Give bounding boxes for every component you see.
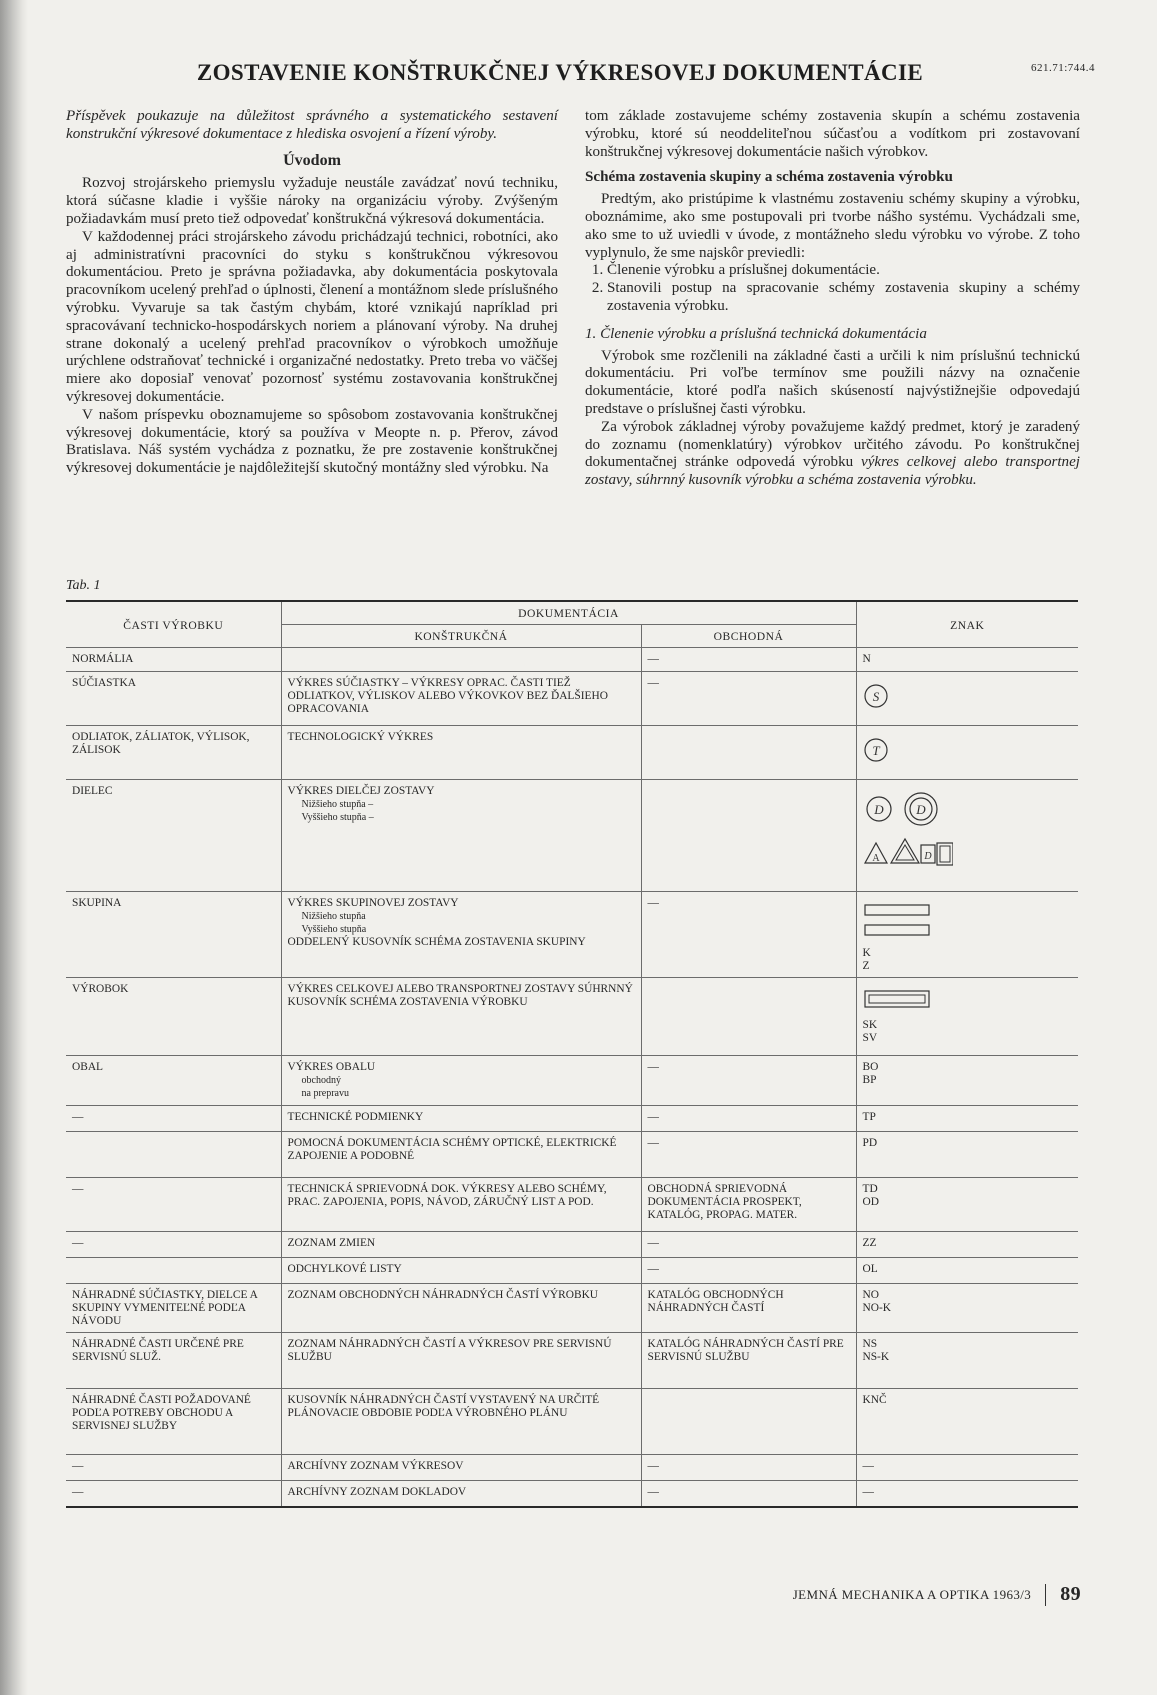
product-bar-symbol-icon xyxy=(863,989,1073,1015)
cell-mark xyxy=(856,978,1078,1056)
svg-text:A: A xyxy=(871,853,880,864)
cell-commercial: — xyxy=(641,648,856,672)
cell-mark xyxy=(856,1132,1078,1178)
cell-part: NÁHRADNÉ ČASTI POŽADOVANÉ PODĽA POTREBY OBCHODU A SERVISNEJ SLUŽBY xyxy=(66,1389,281,1455)
mark-text: — xyxy=(862,1486,874,1498)
cell-part: NÁHRADNÉ ČASTI URČENÉ PRE SERVISNÚ SLUŽ. xyxy=(66,1333,281,1389)
cell-design xyxy=(281,1132,641,1178)
cell-mark xyxy=(856,780,1078,892)
cell-commercial: — xyxy=(641,1106,856,1132)
subsection-heading: 1. Členenie výrobku a príslušná technická dokumentácia xyxy=(585,325,927,342)
cell-commercial: — xyxy=(641,1455,856,1481)
cell-design xyxy=(281,892,641,978)
cell-design xyxy=(281,726,641,780)
section-heading-schema: Schéma zostavenia skupiny a schéma zostavenia výrobku xyxy=(585,169,953,186)
design-text: TECHNICKÁ SPRIEVODNÁ DOK. VÝKRESY ALEBO SCHÉMY, PRAC. ZAPOJENIA, POPIS, NÁVOD, ZÁRUČNÝ LIST A POD. xyxy=(287,1183,607,1208)
header-parts: ČASTI VÝROBKU xyxy=(66,601,281,648)
table-row xyxy=(66,726,1078,780)
svg-text:D: D xyxy=(923,851,932,862)
group-bar-symbol-icon xyxy=(863,903,1073,943)
cell-commercial: — xyxy=(641,1258,856,1284)
cell-commercial xyxy=(641,726,856,780)
header-commercial: OBCHODNÁ xyxy=(641,625,856,648)
cell-mark xyxy=(856,1455,1078,1481)
header-design: KONŠTRUKČNÁ xyxy=(281,625,641,648)
cell-part: VÝROBOK xyxy=(66,978,281,1056)
cell-mark xyxy=(856,1258,1078,1284)
cell-commercial: — xyxy=(641,1132,856,1178)
design-extra: ODDELENÝ KUSOVNÍK SCHÉMA ZOSTAVENIA SKUPINY xyxy=(287,936,586,948)
numbered-list xyxy=(585,262,1080,315)
article-title: ZOSTAVENIE KONŠTRUKČNEJ VÝKRESOVEJ DOKUMENTÁCIE xyxy=(196,60,924,85)
cell-design xyxy=(281,672,641,726)
cell-design xyxy=(281,1333,641,1389)
cell-mark xyxy=(856,726,1078,780)
cell-part: — xyxy=(66,1178,281,1232)
cell-mark xyxy=(856,892,1078,978)
svg-text:D: D xyxy=(915,802,926,817)
paragraph xyxy=(585,419,1080,490)
design-subitem: Vyššieho stupňa xyxy=(301,924,367,935)
cell-design xyxy=(281,648,641,672)
paragraph: Predtým, ako pristúpime k vlastnému zostaveniu schémy skupiny a výrobku, oboznámime, ako sme postupovali pri tvorbe nášho systému. Vychádzali sme, ako sme to už uviedli v úvode, z montážneho sledu výrobku vo výrobe. Z toho vyplynulo, že sme najskôr previedli: xyxy=(585,191,1080,261)
cell-mark xyxy=(856,1389,1078,1455)
table-row xyxy=(66,1455,1078,1481)
list-item: 1. Členenie výrobku a príslušnej dokumentácie. xyxy=(607,262,1080,280)
table-row xyxy=(66,648,1078,672)
header-documentation: DOKUMENTÁCIA xyxy=(281,601,856,625)
cell-mark xyxy=(856,1178,1078,1232)
mark-text: TP xyxy=(862,1111,876,1123)
paragraph: tom základe zostavujeme schémy zostavenia skupín a schému zostavenia výrobku, ktoré sú neoddeliteľnou súčasťou a vodítkom pri zostavovaní konštrukčnej výkresovej dokumentácie našich výrobkov. xyxy=(585,108,1080,160)
table-row xyxy=(66,1178,1078,1232)
mark-text: KNČ xyxy=(862,1394,887,1406)
cell-commercial: — xyxy=(641,672,856,726)
table-row xyxy=(66,1481,1078,1507)
table-body xyxy=(66,648,1078,1507)
cell-part: SKUPINA xyxy=(66,892,281,978)
cell-mark xyxy=(856,672,1078,726)
cell-part xyxy=(66,1132,281,1178)
table-row xyxy=(66,892,1078,978)
paragraph: Výrobok sme rozčlenili na základné časti a určili k nim príslušnú technickú dokumentáciu. Pri voľbe termínov sme použili názvy na označenie dokumentácie, ktoré podľa našich skúseností najvýstižnejšie odpovedajú predstave o príslušnej časti výrobku. xyxy=(585,347,1080,417)
cell-mark xyxy=(856,648,1078,672)
journal-name: JEMNÁ MECHANIKA A OPTIKA 1963/3 xyxy=(792,1586,1032,1602)
cell-part xyxy=(66,1258,281,1284)
table-label: Tab. 1 xyxy=(66,578,101,593)
page-number: 89 xyxy=(1060,1583,1081,1605)
cell-part: — xyxy=(66,1481,281,1507)
table-row xyxy=(66,1389,1078,1455)
abstract: Příspěvek poukazuje na důležitost správného a systematického sestavení konstrukční výkresové dokumentace z hlediska osvojení a řízení výroby. xyxy=(66,108,558,142)
cell-design xyxy=(281,1284,641,1333)
paragraph: V našom príspevku oboznamujeme so spôsobom zostavovania konštrukčnej výkresovej dokumentácie, ktorý sa používa v Meopte n. p. Přerov, závod Bratislava. Náš systém vychádza z poznatku, že pre zostavenie konštrukčnej výkresovej dokumentácie je najdôležitejší skutočný montážny sled výrobku. Na xyxy=(66,406,558,477)
cell-design xyxy=(281,1389,641,1455)
cell-design xyxy=(281,1178,641,1232)
table-row xyxy=(66,672,1078,726)
cell-design xyxy=(281,1106,641,1132)
cell-part: DIELEC xyxy=(66,780,281,892)
mark-text: PD xyxy=(862,1137,878,1149)
cell-part: NÁHRADNÉ SÚČIASTKY, DIELCE A SKUPINY VYMENITEĽNÉ PODĽA NÁVODU xyxy=(66,1284,281,1333)
circle-s-symbol-icon xyxy=(863,683,1073,713)
book-spine-shadow xyxy=(0,0,28,1695)
mark-text: ZZ xyxy=(862,1237,877,1249)
design-text: ODCHYLKOVÉ LISTY xyxy=(287,1263,402,1275)
cell-mark xyxy=(856,1106,1078,1132)
table-row xyxy=(66,1056,1078,1106)
mark-text: — xyxy=(862,1460,874,1472)
design-subitem: na prepravu xyxy=(301,1088,349,1099)
design-text: ZOZNAM NÁHRADNÝCH ČASTÍ A VÝKRESOV PRE SERVISNÚ SLUŽBU xyxy=(287,1338,612,1363)
design-text: VÝKRES CELKOVEJ ALEBO TRANSPORTNEJ ZOSTAVY SÚHRNNÝ KUSOVNÍK SCHÉMA ZOSTAVENIA VÝROBKU xyxy=(287,983,633,1008)
list-item: 2. Stanovili postup na spracovanie schémy zostavenia skupiny a schémy zostavenia výrobku. xyxy=(607,280,1080,316)
cell-part: — xyxy=(66,1455,281,1481)
mark-text: TD OD xyxy=(862,1183,879,1208)
design-text: TECHNOLOGICKÝ VÝKRES xyxy=(287,731,434,743)
table-row xyxy=(66,780,1078,892)
cell-part: ODLIATOK, ZÁLIATOK, VÝLISOK, ZÁLISOK xyxy=(66,726,281,780)
design-subitem: Vyššieho stupňa – xyxy=(301,812,374,823)
cell-design xyxy=(281,1258,641,1284)
cell-commercial: — xyxy=(641,1056,856,1106)
cell-design xyxy=(281,780,641,892)
mark-text: OL xyxy=(862,1263,878,1275)
mark-text: BO BP xyxy=(862,1061,879,1086)
table-row xyxy=(66,1333,1078,1389)
left-column xyxy=(66,108,558,478)
circle-t-symbol-icon xyxy=(863,737,1073,767)
table-row xyxy=(66,1106,1078,1132)
table-row xyxy=(66,978,1078,1056)
cell-commercial: OBCHODNÁ SPRIEVODNÁ DOKUMENTÁCIA PROSPEKT, KATALÓG, PROPAG. MATER. xyxy=(641,1178,856,1232)
cell-part: NORMÁLIA xyxy=(66,648,281,672)
paragraph-italic-text: výkres celkovej alebo transportnej zostavy, súhrnný kusovník výrobku a schéma zostavenia výrobku. xyxy=(585,454,1080,489)
header-mark: ZNAK xyxy=(856,601,1078,648)
cell-commercial: KATALÓG OBCHODNÝCH NÁHRADNÝCH ČASTÍ xyxy=(641,1284,856,1333)
svg-text:S: S xyxy=(872,689,879,704)
cell-design xyxy=(281,1455,641,1481)
design-subitem: Nižšieho stupňa xyxy=(301,911,366,922)
mark-text: K Z xyxy=(862,947,871,972)
cell-commercial xyxy=(641,978,856,1056)
design-text: VÝKRES DIELČEJ ZOSTAVY xyxy=(287,785,435,797)
dielec-symbols-icon xyxy=(863,791,1073,875)
cell-commercial: KATALÓG NÁHRADNÝCH ČASTÍ PRE SERVISNÚ SLUŽBU xyxy=(641,1333,856,1389)
right-column xyxy=(585,108,1080,490)
classification-code: 621.71:744.4 xyxy=(1030,62,1095,74)
cell-part: — xyxy=(66,1232,281,1258)
cell-mark xyxy=(856,1333,1078,1389)
cell-design xyxy=(281,1481,641,1507)
svg-text:D: D xyxy=(873,802,884,817)
design-text: VÝKRES SKUPINOVEJ ZOSTAVY xyxy=(287,897,459,909)
table-row xyxy=(66,1284,1078,1333)
paragraph-text: Za výrobok základnej výroby považujeme každý predmet, ktorý je zaradený do zoznamu (nomenklatúry) výrobkov určitého závodu. Po konštrukčnej dokumentačnej stránke odpovedá výrobku xyxy=(585,418,1080,471)
mark-text: N xyxy=(862,653,871,665)
design-text: ZOZNAM OBCHODNÝCH NÁHRADNÝCH ČASTÍ VÝROBKU xyxy=(287,1289,599,1301)
design-text: VÝKRES OBALU xyxy=(287,1061,376,1073)
table-row xyxy=(66,1258,1078,1284)
mark-text: NO NO-K xyxy=(862,1289,891,1314)
design-text: TECHNICKÉ PODMIENKY xyxy=(287,1111,424,1123)
paragraph: V každodennej práci strojárskeho závodu prichádzajú technici, robotníci, ako aj administratívni pracovníci do styku s konštrukčnou výkresovou dokumentáciou. Preto je správna požiadavka, aby dokumentácia poskytovala pracovníkom ucelený prehľad o úplnosti, členení a montážnom slede príslušného výrobku. Vyvaruje sa tak častým chybám, ktoré vznikajú napríklad pri spracovávaní technicko-hospodárskych noriem a plánovaní výroby. Na druhej strane dokonalý a ucelený prehľad pracovníkov o výrobkoch umožňuje urýchlene odstraňovať technické i organizačné nedostatky. Preto treba vo väčšej miere ako doposiaľ venovať pozornosť systému zostavovania konštrukčnej výkresovej dokumentácie. xyxy=(66,228,558,405)
cell-commercial: — xyxy=(641,1481,856,1507)
cell-mark xyxy=(856,1056,1078,1106)
design-text: ZOZNAM ZMIEN xyxy=(287,1237,376,1249)
cell-commercial: — xyxy=(641,1232,856,1258)
cell-commercial xyxy=(641,780,856,892)
cell-part: OBAL xyxy=(66,1056,281,1106)
cell-design xyxy=(281,1056,641,1106)
design-text: ARCHÍVNY ZOZNAM VÝKRESOV xyxy=(287,1460,464,1472)
section-heading-intro: Úvodom xyxy=(283,151,341,169)
design-subitem: obchodný xyxy=(301,1075,341,1086)
footer-divider xyxy=(1045,1584,1046,1606)
design-text: KUSOVNÍK NÁHRADNÝCH ČASTÍ VYSTAVENÝ NA URČITÉ PLÁNOVACIE OBDOBIE PODĽA VÝROBNÉHO PLÁNU xyxy=(287,1394,600,1419)
documentation-table xyxy=(66,600,1078,1508)
cell-mark xyxy=(856,1232,1078,1258)
design-text: ARCHÍVNY ZOZNAM DOKLADOV xyxy=(287,1486,467,1498)
design-text: VÝKRES SÚČIASTKY – VÝKRESY OPRAC. ČASTI TIEŽ ODLIATKOV, VÝLISKOV ALEBO VÝKOVKOV BEZ ĎALŠIEHO OPRACOVANIA xyxy=(287,677,608,715)
mark-text: SK SV xyxy=(862,1019,878,1044)
table-row xyxy=(66,1232,1078,1258)
cell-part: — xyxy=(66,1106,281,1132)
design-subitem: Nižšieho stupňa – xyxy=(301,799,374,810)
table-row xyxy=(66,1132,1078,1178)
cell-mark xyxy=(856,1481,1078,1507)
cell-commercial: — xyxy=(641,892,856,978)
cell-mark xyxy=(856,1284,1078,1333)
mark-text: NS NS-K xyxy=(862,1338,890,1363)
page-footer xyxy=(793,1583,1081,1606)
cell-commercial xyxy=(641,1389,856,1455)
cell-part: SÚČIASTKA xyxy=(66,672,281,726)
cell-design xyxy=(281,978,641,1056)
paragraph: Rozvoj strojárskeho priemyslu vyžaduje neustále zavádzať novú techniku, ktorá súčasne kladie i vyššie nároky na organizáciu výroby. Zvýšeným požiadavkám musí preto tiež odpovedať konštrukčná výkresová dokumentácia. xyxy=(66,175,558,227)
svg-text:T: T xyxy=(871,743,880,758)
design-text: POMOCNÁ DOKUMENTÁCIA SCHÉMY OPTICKÉ, ELEKTRICKÉ ZAPOJENIE A PODOBNÉ xyxy=(287,1137,617,1162)
cell-design xyxy=(281,1232,641,1258)
